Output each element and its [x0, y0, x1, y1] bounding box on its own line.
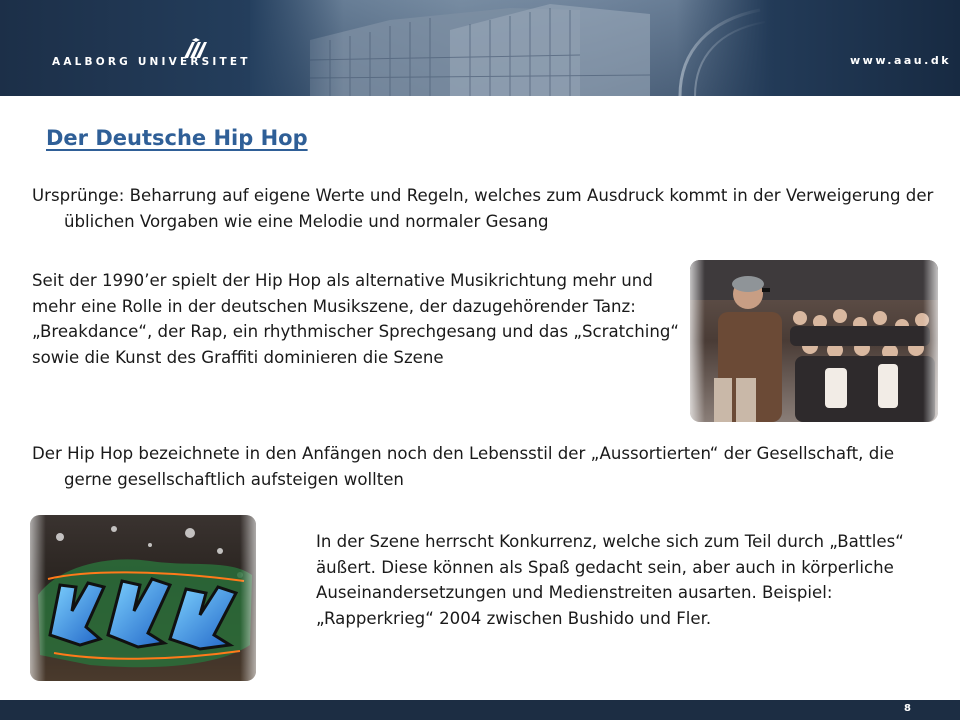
university-logo	[52, 38, 251, 68]
graffiti-photo	[30, 515, 256, 681]
building-photo	[250, 0, 770, 96]
paragraph-competition: In der Szene herrscht Konkurrenz, welche sich zum Teil durch „Battles“ äußert. Diese können als Spaß gedacht sein, aber auch in körperliche Auseinandersetzungen und Medienstreiten ausarten. Beispiel: „Rapperkrieg“ 2004 zwischen Bushido und Fler.	[316, 532, 904, 628]
paragraph-since-1990: Seit der 1990’er spielt der Hip Hop als alternative Musikrichtung mehr und mehr eine Rolle in der deutschen Musikszene, der dazugehörender Tanz: „Breakdance“, der Rap, ein rhythmischer Sprechgesang und das „Scratching“ sowie die Kunst des Graffiti dominieren die Szene	[32, 271, 680, 367]
footer-bar	[0, 700, 960, 720]
paragraph-origins: Ursprünge: Beharrung auf eigene Werte und Regeln, welches zum Ausdruck kommt in der Verweigerung der üblichen Vorgaben wie eine Melodie und normaler Gesang	[32, 186, 934, 231]
website-url: www.aau.dk	[850, 54, 952, 67]
page-number: 8	[904, 703, 911, 714]
concert-photo	[690, 260, 938, 422]
logo-text: AALBORG UNIVERSITET	[52, 56, 251, 68]
paragraph-lifestyle: Der Hip Hop bezeichnete in den Anfängen noch den Lebensstil der „Aussortierten“ der Gesellschaft, die gerne gesellschaftlich aufsteigen wollten	[32, 444, 895, 489]
header-banner	[0, 0, 960, 96]
slide-title: Der Deutsche Hip Hop	[46, 126, 308, 150]
university-emblem-icon	[182, 38, 210, 60]
